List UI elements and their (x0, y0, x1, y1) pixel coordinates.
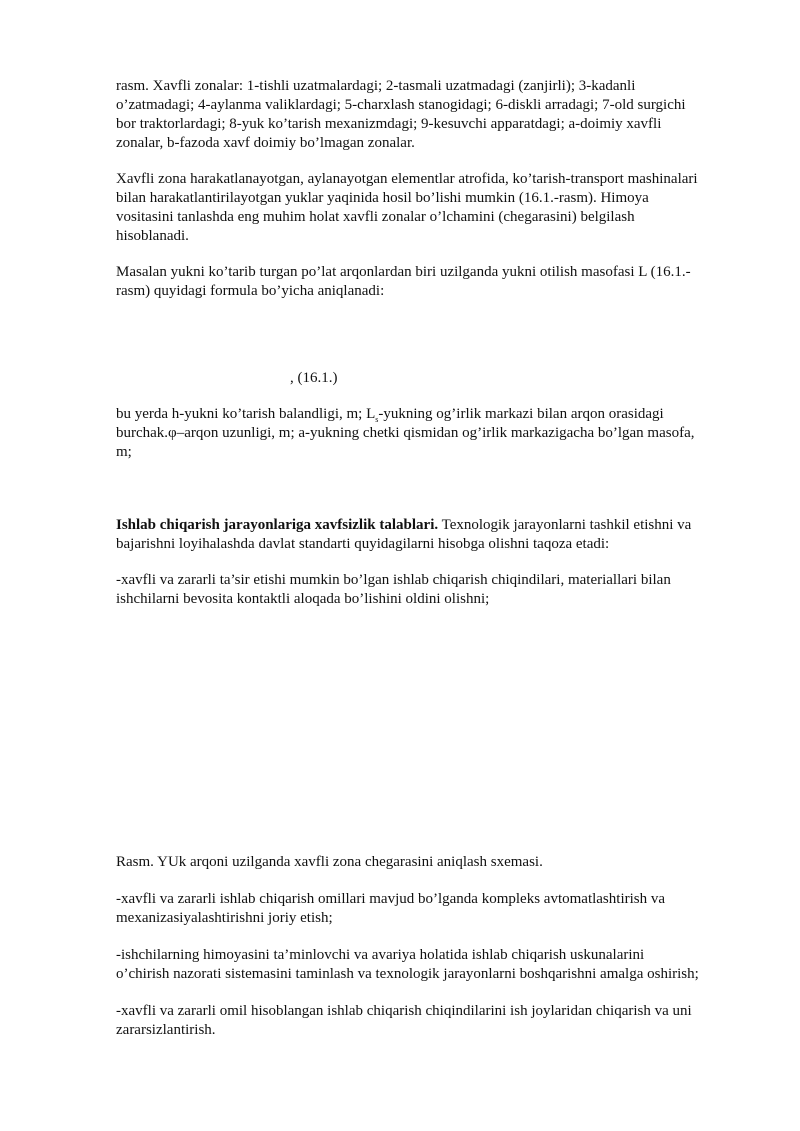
section-heading: Ishlab chiqarish jarayonlariga xavfsizlik talablari. (116, 517, 439, 533)
paragraph-formula-variables (116, 405, 748, 462)
paragraph-hazard-zone-description: Xavfli zona harakatlanayotgan, aylanayotgan elementlar atrofida, ko’tarish-transport mashinalari bilan harakatlantirilayotgan yuklar yaqinida hosil bo’lishi mumkin (16.1.-rasm). Himoya vositasini tanlashda eng muhim holat xavfli zonalar o’lchamini (chegarasini) belgilash hisoblanadi. (116, 171, 698, 244)
paragraph-safety-requirements (116, 516, 748, 554)
variables-text-part-2: -yukning og’irlik markazi bilan arqon orasidagi burchak.φ–arqon uzunligi, m; a-yukning chetki qismidan og’irlik markazigacha bo’lgan masofa, m; (116, 406, 695, 460)
list-item-contact-prevention: -xavfli va zararli ta’sir etishi mumkin bo’lgan ishlab chiqarish chiqindilari, materiallari bilan ishchilarni bevosita kontaktli aloqada bo’lishini oldini olishni; (116, 572, 671, 607)
formula-number: , (16.1.) (290, 370, 338, 386)
variables-text-part-1: bu yerda h-yukni ko’tarish balandligi, m; L (116, 406, 376, 422)
figure-caption-rope-break: Rasm. YUk arqoni uzilganda xavfli zona chegarasini aniqlash sxemasi. (116, 854, 543, 870)
variable-subscript: s (375, 415, 379, 424)
list-item-control-system: -ishchilarning himoyasini ta’minlovchi va avariya holatida ishlab chiqarish uskunalarini o’chirish nazorati sistemasini taminlash va texnologik jarayonlarni boshqarishni amalga oshirish; (116, 947, 699, 982)
section-intro-text: Texnologik jarayonlarni tashkil etishni va bajarishni loyihalashda davlat standarti quyidagilarni hisobga olishni taqoza etadi: (116, 517, 692, 552)
figure-caption-hazard-zones: rasm. Xavfli zonalar: 1-tishli uzatmalardagi; 2-tasmali uzatmadagi (zanjirli); 3-kadanli o’zatmadagi; 4-aylanma valiklardagi; 5-charxlash stanogidagi; 6-diskli arradagi; 7-old surgichi bor traktorlardagi; 8-yuk ko’tarish mexanizmdagi; 9-kesuvchi apparatdagi; a-doimiy xavfli zonalar, b-fazoda xavf doimiy bo’lmagan zonalar. (116, 78, 686, 151)
paragraph-load-throw-distance: Masalan yukni ko’tarib turgan po’lat arqonlardan biri uzilganda yukni otilish masofasi L (16.1.- rasm) quyidagi formula bo’yicha aniqlanadi: (116, 264, 691, 299)
list-item-automation: -xavfli va zararli ishlab chiqarish omillari mavjud bo’lganda kompleks avtomatlashtirish va mexanizasiyalashtirishni joriy etish; (116, 891, 666, 926)
list-item-waste-removal: -xavfli va zararli omil hisoblangan ishlab chiqarish chiqindilarini ish joylaridan chiqarish va uni zararsizlantirish. (116, 1003, 692, 1038)
